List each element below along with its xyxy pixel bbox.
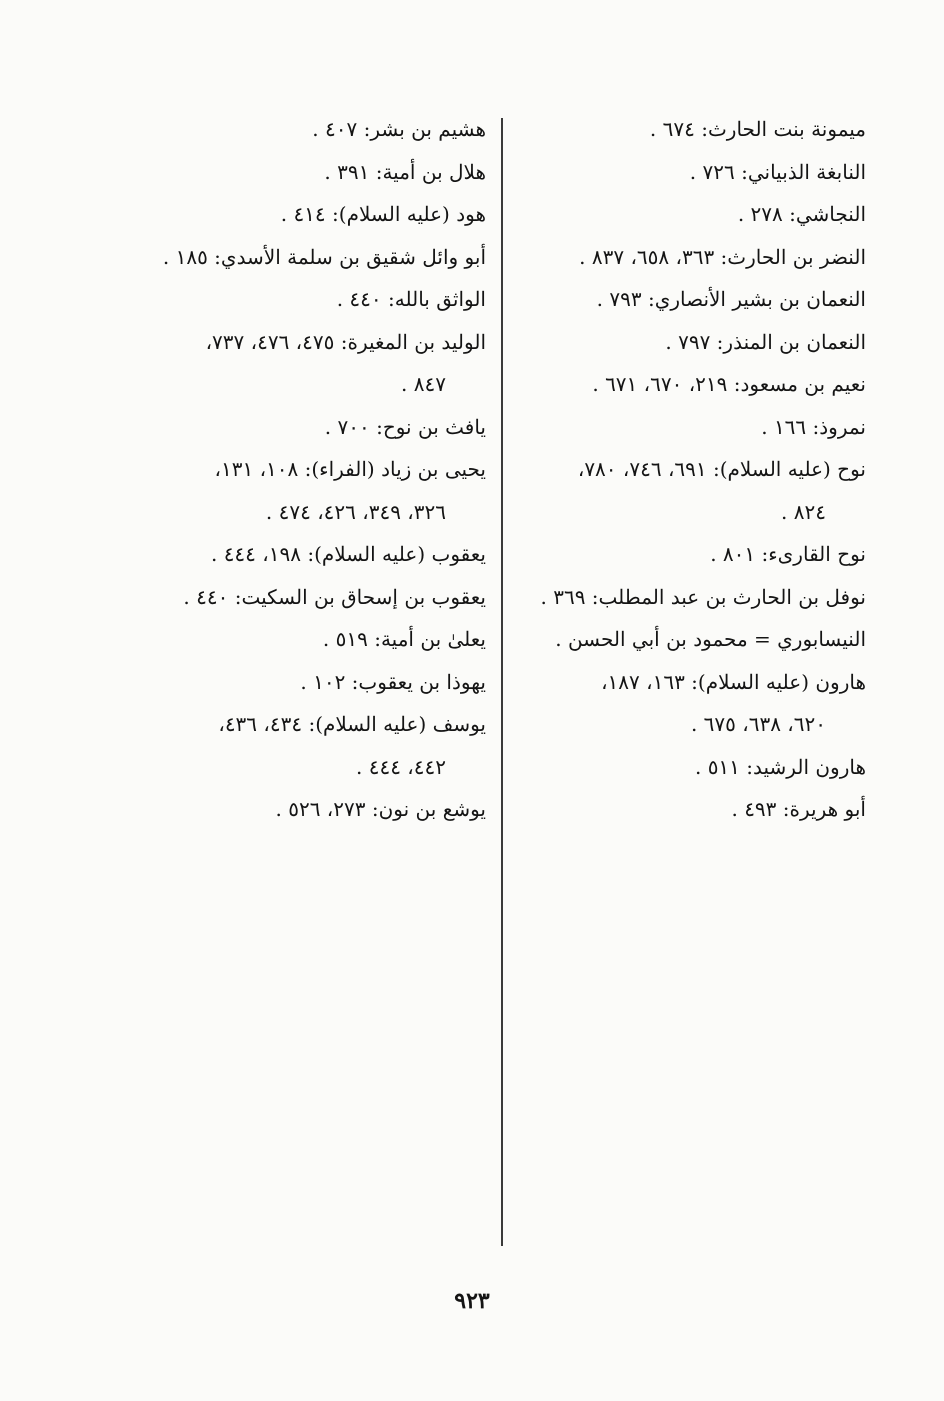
index-entry-continuation: ٨٤٧ . bbox=[401, 372, 446, 396]
index-entry-continuation: ٨٢٤ . bbox=[781, 499, 826, 524]
index-entry-line: النجاشي: ٢٧٨ . bbox=[737, 202, 866, 226]
index-entry bbox=[530, 788, 866, 831]
page-number: ٩٢٣ bbox=[454, 1288, 490, 1314]
index-entry bbox=[126, 576, 486, 619]
index-entry-line: نمروذ: ١٦٦ . bbox=[761, 414, 866, 439]
index-entry-line: يعلىٰ بن أمية: ٥١٩ . bbox=[322, 627, 486, 651]
index-entry-line: يافث بن نوح: ٧٠٠ . bbox=[324, 414, 486, 439]
index-entry bbox=[126, 533, 486, 576]
index-entry-line: ميمونة بنت الحارث: ٦٧٤ . bbox=[649, 117, 866, 141]
index-entry bbox=[530, 618, 866, 661]
index-entry bbox=[530, 661, 866, 746]
index-entry bbox=[530, 236, 866, 279]
index-entry bbox=[530, 576, 866, 619]
index-entry-line: يوشع بن نون: ٢٧٣، ٥٢٦ . bbox=[275, 797, 486, 821]
index-entry bbox=[126, 321, 486, 406]
index-entry bbox=[126, 151, 486, 194]
index-entry-line: هشيم بن بشر: ٤٠٧ . bbox=[312, 117, 486, 141]
index-entry-line: نوفل بن الحارث بن عبد المطلب: ٣٦٩ . bbox=[540, 584, 866, 609]
index-entry bbox=[126, 788, 486, 831]
index-entry bbox=[530, 363, 866, 406]
index-entry-line: النعمان بن بشير الأنصاري: ٧٩٣ . bbox=[596, 287, 866, 311]
index-entry-line: يعقوب (عليه السلام): ١٩٨، ٤٤٤ . bbox=[210, 542, 486, 566]
index-entry bbox=[126, 618, 486, 661]
index-entry-line: النعمان بن المنذر: ٧٩٧ . bbox=[665, 329, 866, 354]
index-entry bbox=[530, 448, 866, 533]
index-entry bbox=[530, 533, 866, 576]
index-entry-line: يعقوب بن إسحاق بن السكيت: ٤٤٠ . bbox=[183, 584, 486, 609]
index-entry-line: يهوذا بن يعقوب: ١٠٢ . bbox=[300, 669, 486, 694]
index-entry-line: هارون الرشيد: ٥١١ . bbox=[694, 754, 866, 779]
index-entry bbox=[126, 448, 486, 533]
index-entry bbox=[126, 703, 486, 788]
index-entry-line: يحيى بن زياد (الفراء): ١٠٨، ١٣١، bbox=[214, 457, 486, 481]
index-entry-line: الوليد بن المغيرة: ٤٧٥، ٤٧٦، ٧٣٧، bbox=[205, 329, 486, 354]
index-entry-line: نعيم بن مسعود: ٢١٩، ٦٧٠، ٦٧١ . bbox=[592, 372, 866, 396]
index-entry-continuation: ٦٢٠، ٦٣٨، ٦٧٥ . bbox=[690, 712, 826, 736]
index-entry-line: هلال بن أمية: ٣٩١ . bbox=[324, 159, 486, 184]
index-entry-line: الواثق بالله: ٤٤٠ . bbox=[336, 287, 486, 311]
index-entry bbox=[126, 193, 486, 236]
index-entry-line: النيسابوري = محمود بن أبي الحسن . bbox=[555, 627, 866, 651]
index-entry bbox=[530, 406, 866, 449]
index-entry-line: هارون (عليه السلام): ١٦٣، ١٨٧، bbox=[601, 669, 866, 694]
index-entry bbox=[530, 278, 866, 321]
index-entry-line: نوح (عليه السلام): ٦٩١، ٧٤٦، ٧٨٠، bbox=[577, 457, 866, 481]
index-entry-line: النابغة الذبياني: ٧٢٦ . bbox=[689, 159, 866, 184]
index-entry-line: أبو وائل شقيق بن سلمة الأسدي: ١٨٥ . bbox=[162, 244, 486, 269]
index-entry bbox=[530, 151, 866, 194]
index-entry-line: يوسف (عليه السلام): ٤٣٤، ٤٣٦، bbox=[218, 712, 486, 736]
index-entry bbox=[126, 278, 486, 321]
index-entry bbox=[530, 108, 866, 151]
index-entry bbox=[530, 746, 866, 789]
column-divider bbox=[501, 118, 503, 1246]
index-entry-line: نوح القارىء: ٨٠١ . bbox=[710, 542, 866, 566]
index-entry bbox=[126, 406, 486, 449]
index-entry-line: هود (عليه السلام): ٤١٤ . bbox=[280, 202, 486, 226]
index-entry bbox=[530, 193, 866, 236]
index-entry-continuation: ٣٢٦، ٣٤٩، ٤٢٦، ٤٧٤ . bbox=[265, 499, 446, 524]
index-entry bbox=[126, 661, 486, 704]
index-entry bbox=[126, 108, 486, 151]
index-entry-line: أبو هريرة: ٤٩٣ . bbox=[731, 797, 866, 821]
index-entry-line: النضر بن الحارث: ٣٦٣، ٦٥٨، ٨٣٧ . bbox=[579, 244, 866, 269]
index-entry-continuation: ٤٤٢، ٤٤٤ . bbox=[356, 754, 446, 779]
index-entry bbox=[126, 236, 486, 279]
left-index-column bbox=[126, 108, 486, 831]
right-index-column bbox=[530, 108, 866, 831]
index-entry bbox=[530, 321, 866, 364]
